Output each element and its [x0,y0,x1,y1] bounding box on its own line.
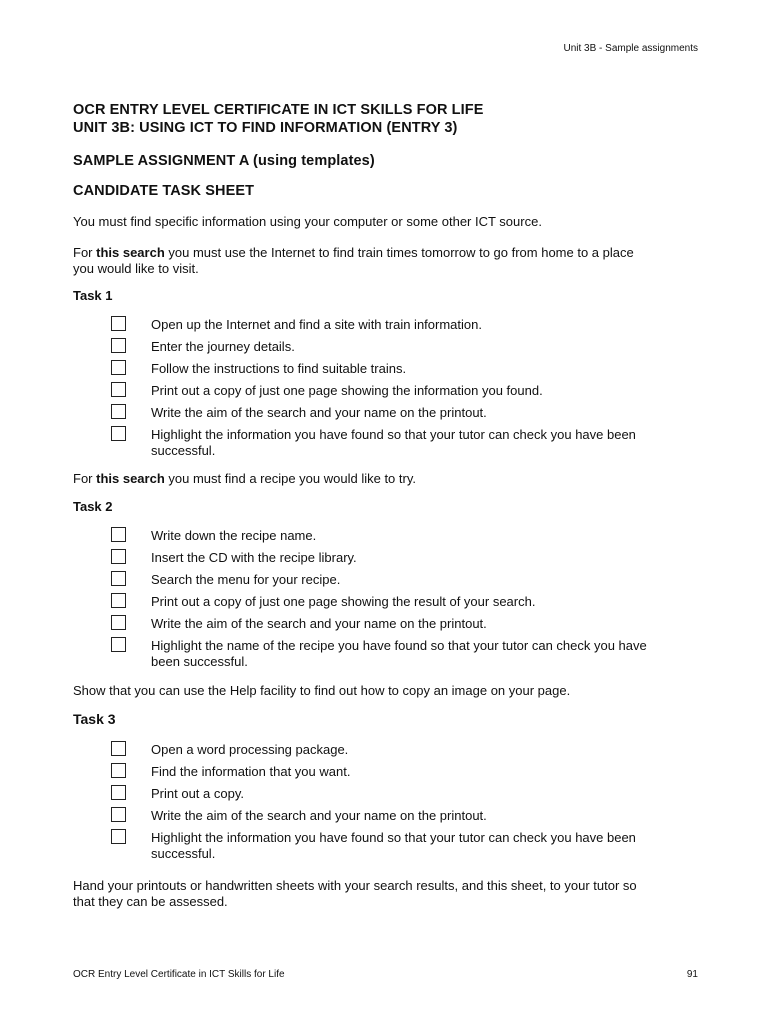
search2-rest: you must find a recipe you would like to try. [164,471,416,486]
closing-line1: Hand your printouts or handwritten sheets with your search results, and this sheet, to your tutor so [73,878,637,893]
task2-checkbox-5[interactable] [111,615,126,630]
task2-item: Highlight the name of the recipe you have found so that your tutor can check you have [151,638,647,653]
task2-checkbox-4[interactable] [111,593,126,608]
page-number: 91 [686,969,698,980]
task3-item: Print out a copy. [151,786,244,801]
task3-checkbox-5[interactable] [111,829,126,844]
task1-item: Enter the journey details. [151,339,295,354]
task3-label: Task 3 [73,711,116,727]
task2-item: Write the aim of the search and your name on the printout. [151,616,487,631]
task1-item-continued: successful. [151,443,216,458]
task3-checkbox-2[interactable] [111,763,126,778]
unit-title: UNIT 3B: USING ICT TO FIND INFORMATION (ENTRY 3) [73,120,458,136]
task2-checkbox-2[interactable] [111,549,126,564]
help-instruction: Show that you can use the Help facility to find out how to copy an image on your page. [73,683,571,698]
closing-instruction [73,878,703,910]
running-header: Unit 3B - Sample assignments [563,43,698,54]
task3-checkbox-3[interactable] [111,785,126,800]
task3-item-continued: successful. [151,846,216,861]
task1-checkbox-2[interactable] [111,338,126,353]
search2-prefix: For [73,471,97,486]
task-sheet-title: CANDIDATE TASK SHEET [73,183,255,199]
task1-item: Open up the Internet and find a site with train information. [151,317,482,332]
task2-item: Print out a copy of just one page showing the result of your search. [151,594,536,609]
task2-item: Write down the recipe name. [151,528,317,543]
task1-checkbox-5[interactable] [111,404,126,419]
task1-item: Highlight the information you have found so that your tutor can check you have been [151,427,636,442]
task1-item: Print out a copy of just one page showing the information you found. [151,383,543,398]
task1-label: Task 1 [73,288,113,303]
search1-text [73,245,703,277]
task2-checkbox-1[interactable] [111,527,126,542]
search2-text [73,471,703,487]
task1-item: Follow the instructions to find suitable trains. [151,361,407,376]
task1-checkbox-1[interactable] [111,316,126,331]
search1-line2: you would like to visit. [73,261,199,276]
task3-item: Open a word processing package. [151,742,349,757]
task2-item-continued: been successful. [151,654,248,669]
task1-checkbox-6[interactable] [111,426,126,441]
search1-line1: you must use the Internet to find train times tomorrow to go from home to a place [164,245,634,260]
task3-item: Write the aim of the search and your name on the printout. [151,808,487,823]
footer-title: OCR Entry Level Certificate in ICT Skills for Life [73,969,285,980]
task2-item: Insert the CD with the recipe library. [151,550,357,565]
search2-emphasis: this search [96,471,165,486]
task1-checkbox-4[interactable] [111,382,126,397]
intro-text: You must find specific information using your computer or some other ICT source. [73,214,542,229]
task3-item: Highlight the information you have found so that your tutor can check you have been [151,830,636,845]
task3-checkbox-1[interactable] [111,741,126,756]
assignment-title: SAMPLE ASSIGNMENT A (using templates) [73,153,375,169]
task2-checkbox-3[interactable] [111,571,126,586]
task1-item: Write the aim of the search and your name on the printout. [151,405,487,420]
closing-line2: that they can be assessed. [73,894,228,909]
task2-item: Search the menu for your recipe. [151,572,341,587]
search1-prefix: For [73,245,97,260]
task1-checkbox-3[interactable] [111,360,126,375]
task2-checkbox-6[interactable] [111,637,126,652]
task3-item: Find the information that you want. [151,764,351,779]
search1-emphasis: this search [96,245,165,260]
task2-label: Task 2 [73,499,113,514]
certificate-title: OCR ENTRY LEVEL CERTIFICATE IN ICT SKILLS FOR LIFE [73,102,484,118]
task3-checkbox-4[interactable] [111,807,126,822]
